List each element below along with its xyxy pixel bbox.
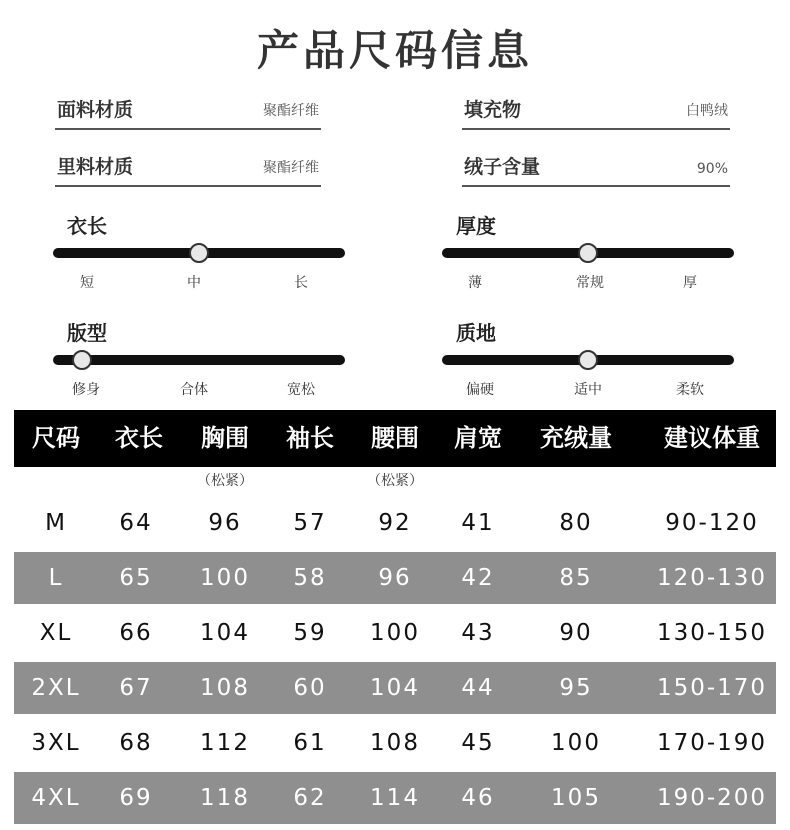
table-row — [14, 662, 776, 714]
table-cell: 95 — [559, 675, 593, 701]
table-cell: 85 — [559, 565, 593, 591]
table-cell: 104 — [200, 620, 250, 646]
slider-tick: 适中 — [574, 382, 602, 398]
table-cell: 44 — [461, 675, 495, 701]
table-cell: L — [48, 565, 64, 591]
slider-tick: 修身 — [72, 382, 100, 398]
table-cell: 64 — [119, 510, 153, 536]
header-size: 尺码 — [32, 424, 80, 452]
slider-label: 版型 — [67, 321, 107, 345]
table-cell: 68 — [119, 730, 153, 756]
slider-tick: 柔软 — [676, 382, 704, 398]
table-cell: 130-150 — [656, 620, 768, 646]
slider-label: 质地 — [456, 321, 496, 345]
slider-tick: 合体 — [180, 382, 208, 398]
table-row — [14, 772, 776, 824]
table-cell: 67 — [119, 675, 153, 701]
attribute-down-content — [462, 149, 730, 187]
attribute-value: 聚酯纤维 — [263, 160, 319, 176]
table-cell: 57 — [293, 510, 327, 536]
attribute-filling — [462, 92, 730, 130]
slider-thumb — [578, 350, 598, 370]
table-cell: 66 — [119, 620, 153, 646]
table-cell: 105 — [551, 785, 601, 811]
table-cell: 108 — [200, 675, 250, 701]
slider-tick: 短 — [80, 275, 94, 291]
table-cell: 3XL — [31, 730, 81, 756]
slider-label: 厚度 — [456, 214, 496, 238]
table-row — [14, 607, 776, 659]
table-cell: 92 — [378, 510, 412, 536]
slider-tick: 薄 — [468, 275, 482, 291]
table-cell: 58 — [293, 565, 327, 591]
table-cell: 118 — [200, 785, 250, 811]
slider-thickness — [442, 210, 734, 300]
table-cell: 45 — [461, 730, 495, 756]
header-sleeve: 袖长 — [286, 424, 334, 452]
attribute-value: 聚酯纤维 — [263, 103, 319, 119]
attribute-lining — [55, 149, 321, 187]
table-cell: 112 — [200, 730, 250, 756]
slider-label: 衣长 — [67, 214, 107, 238]
table-cell: 100 — [551, 730, 601, 756]
header-waist: 腰围 — [371, 424, 419, 452]
table-cell: 2XL — [31, 675, 81, 701]
header-down-weight: 充绒量 — [540, 424, 612, 452]
table-cell: 170-190 — [656, 730, 768, 756]
table-cell: 61 — [293, 730, 327, 756]
table-cell: 42 — [461, 565, 495, 591]
table-row — [14, 552, 776, 604]
size-table-header — [14, 410, 776, 467]
table-cell: M — [45, 510, 67, 536]
attribute-value: 90% — [696, 161, 728, 177]
page-title: 产品尺码信息 — [256, 26, 533, 75]
attribute-key: 填充物 — [464, 99, 522, 121]
table-cell: 60 — [293, 675, 327, 701]
table-cell: 41 — [461, 510, 495, 536]
table-cell: 90 — [559, 620, 593, 646]
slider-tick: 常规 — [576, 275, 604, 291]
table-cell: 4XL — [31, 785, 81, 811]
waist-note: （松紧） — [367, 473, 423, 489]
table-cell: 114 — [370, 785, 420, 811]
table-cell: 59 — [293, 620, 327, 646]
table-cell: 69 — [119, 785, 153, 811]
table-cell: 96 — [208, 510, 242, 536]
table-cell: 65 — [119, 565, 153, 591]
attribute-value: 白鸭绒 — [686, 103, 728, 119]
table-cell: 120-130 — [656, 565, 768, 591]
table-cell: 100 — [200, 565, 250, 591]
table-cell: 80 — [559, 510, 593, 536]
slider-fit — [53, 317, 345, 407]
header-length: 衣长 — [115, 424, 163, 452]
header-shoulder: 肩宽 — [454, 424, 502, 452]
table-cell: 150-170 — [656, 675, 768, 701]
slider-thumb — [72, 350, 92, 370]
table-cell: 43 — [461, 620, 495, 646]
slider-track — [53, 355, 345, 365]
attribute-key: 面料材质 — [57, 99, 134, 121]
chest-note: （松紧） — [197, 473, 253, 489]
slider-tick: 偏硬 — [466, 382, 494, 398]
slider-tick: 中 — [187, 275, 201, 291]
table-cell: 190-200 — [656, 785, 768, 811]
slider-length — [53, 210, 345, 300]
attribute-fabric — [55, 92, 321, 130]
table-row — [14, 497, 776, 549]
slider-tick: 宽松 — [287, 382, 315, 398]
table-row — [14, 717, 776, 769]
header-suggested-weight: 建议体重 — [664, 424, 760, 452]
table-cell: 90-120 — [665, 510, 759, 536]
attribute-key: 里料材质 — [57, 156, 134, 178]
slider-tick: 长 — [294, 275, 308, 291]
header-chest: 胸围 — [201, 424, 249, 452]
table-cell: XL — [39, 620, 73, 646]
slider-thumb — [578, 243, 598, 263]
slider-texture — [442, 317, 734, 407]
table-cell: 104 — [370, 675, 420, 701]
table-cell: 100 — [370, 620, 420, 646]
table-cell: 62 — [293, 785, 327, 811]
table-cell: 46 — [461, 785, 495, 811]
table-cell: 96 — [378, 565, 412, 591]
attribute-key: 绒子含量 — [464, 156, 541, 178]
slider-tick: 厚 — [683, 275, 697, 291]
table-cell: 108 — [370, 730, 420, 756]
slider-thumb — [189, 243, 209, 263]
